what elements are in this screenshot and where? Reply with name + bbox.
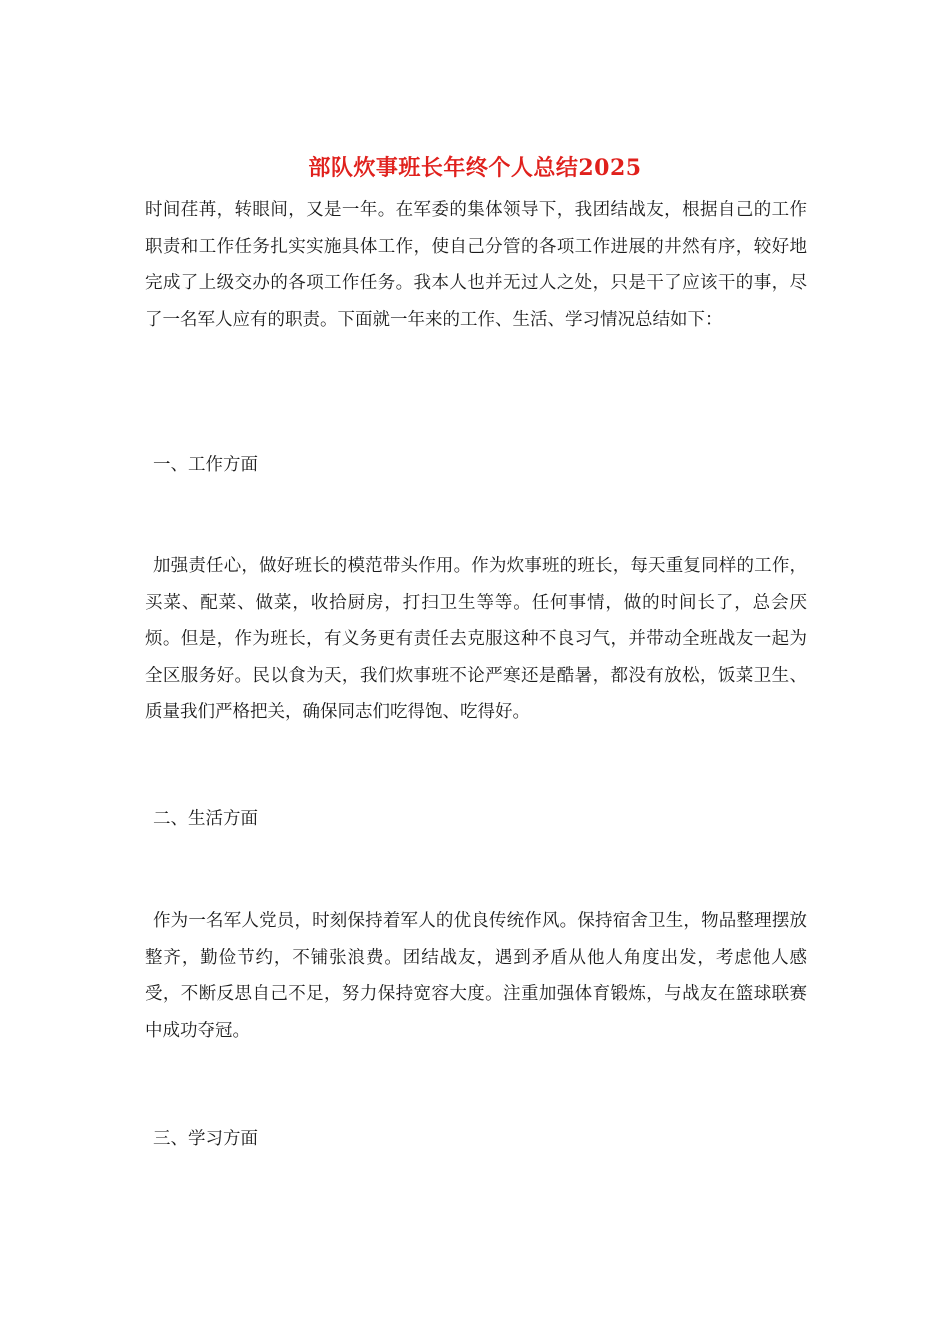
section-body-life xyxy=(145,903,807,1049)
section-heading-life: 二、生活方面 xyxy=(153,809,258,829)
section-heading-study: 三、学习方面 xyxy=(153,1129,258,1149)
section-body-life-text: 作为一名军人党员，时刻保持着军人的优良传统作风。保持宿舍卫生，物品整理摆放整齐，勤俭节约，不铺张浪费。团结战友，遇到矛盾从他人角度出发，考虑他人感受，不断反思自己不足，努力保持宽容大度。注重加强体育锻炼，与战友在篮球联赛中成功夺冠。 xyxy=(145,911,807,1041)
intro-paragraph: 时间荏苒，转眼间，又是一年。在军委的集体领导下，我团结战友，根据自己的工作职责和工作任务扎实实施具体工作，使自己分管的各项工作进展的井然有序，较好地完成了上级交办的各项工作任务。我本人也并无过人之处，只是干了应该干的事，尽了一名军人应有的职责。下面就一年来的工作、生活、学习情况总结如下： xyxy=(145,200,807,330)
section-heading-work: 一、工作方面 xyxy=(153,455,258,475)
section-body-work-text: 加强责任心，做好班长的模范带头作用。作为炊事班的班长，每天重复同样的工作，买菜、配菜、做菜，收拾厨房，打扫卫生等等。任何事情，做的时间长了，总会厌烦。但是，作为班长，有义务更有责任去克服这种不良习气，并带动全班战友一起为全区服务好。民以食为天，我们炊事班不论严寒还是酷暑，都没有放松，饭菜卫生、质量我们严格把关，确保同志们吃得饱、吃得好。 xyxy=(145,556,807,722)
document-title: 部队炊事班长年终个人总结2025 xyxy=(308,155,642,181)
section-body-work xyxy=(145,548,807,731)
